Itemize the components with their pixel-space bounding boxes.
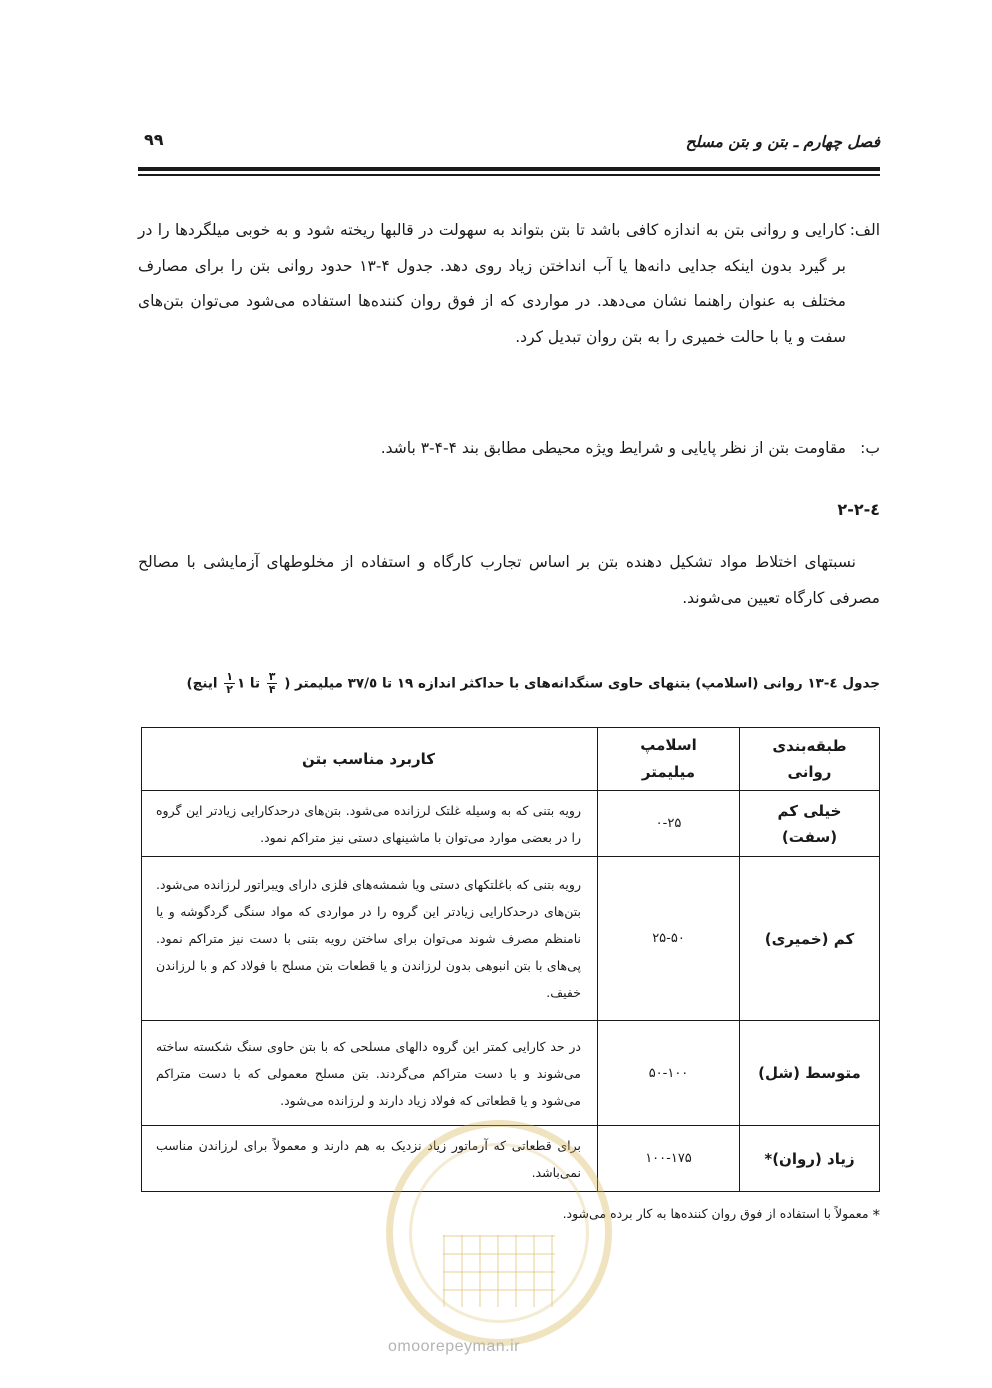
cell-class: متوسط (شل) xyxy=(740,1021,880,1126)
caption-fraction-three-quarters xyxy=(267,671,278,696)
watermark-url: omoorepeyman.ir xyxy=(388,1338,520,1355)
table-row xyxy=(142,1126,880,1192)
fraction-numerator: ١ xyxy=(226,670,233,683)
cell-class-line1: خیلی کم xyxy=(777,801,842,820)
section-paragraph: نسبتهای اختلاط مواد تشکیل دهنده بتن بر اساس تجارب کارگاه و استفاده از مخلوطهای آزمایشی با مصالح مصرفی کارگاه تعیین می‌شوند. xyxy=(138,553,880,607)
cell-slump: ۰-۲۵ xyxy=(598,791,740,857)
cell-class: زیاد (روان)* xyxy=(740,1126,880,1192)
cell-use: برای قطعاتی که آرماتور زیاد نزدیک به هم دارند و معمولاً برای لرزاندن مناسب نمی‌باشد. xyxy=(142,1126,598,1192)
header-slump xyxy=(598,728,740,791)
caption-main: جدول ٤-١٣ روانی (اسلامپ) بتنهای حاوی سنگدانه‌های با حداکثر اندازه ١٩ تا ٣٧/٥ میلیمتر ( xyxy=(284,675,880,692)
table-header-row xyxy=(142,728,880,791)
footnote-text: معمولاً با استفاده از فوق روان کننده‌ها به کار برده می‌شود. xyxy=(562,1206,869,1221)
cell-use: رویه بتنی که به وسیله غلتک لرزانده می‌شود. بتن‌های درحدکارایی زیادتر این گروه را در بعضی موارد می‌توان با ماشینهای دستی نیز متراکم نمود. xyxy=(142,791,598,857)
item-marker-be: ب: xyxy=(860,439,880,457)
table-row xyxy=(142,791,880,857)
fraction-denominator: ۴ xyxy=(268,683,276,696)
fraction-denominator: ٢ xyxy=(226,683,233,696)
caption-to: تا xyxy=(249,675,261,692)
header-class-line1: طبقه‌بندی xyxy=(772,737,847,755)
cell-class-line2: (سفت) xyxy=(781,827,838,846)
table-footnote xyxy=(563,1206,880,1224)
section-number: ٤-٢-٢ xyxy=(837,500,880,519)
fraction-numerator: ٣ xyxy=(268,670,276,683)
header-slump-line2: میلیمتر xyxy=(641,763,696,781)
header-rule-thick xyxy=(138,167,880,171)
cell-class xyxy=(740,791,880,857)
page-number: ۹۹ xyxy=(144,130,164,149)
item-marker-alef: الف: xyxy=(849,221,880,239)
header-slump-line1: اسلامپ xyxy=(640,736,697,754)
caption-unit: اینچ) xyxy=(186,675,218,692)
cell-slump: ۱۰۰-۱۷۵ xyxy=(598,1126,740,1192)
table-row xyxy=(142,857,880,1021)
table-row xyxy=(142,1021,880,1126)
item-paragraph-be: مقاومت بتن از نظر پایایی و شرایط ویژه محیطی مطابق بند ۴-۴-۳ باشد. xyxy=(380,439,846,457)
caption-whole: ١ xyxy=(236,675,246,692)
header-rule-thin xyxy=(138,174,880,176)
cell-use: رویه بتنی که باغلتکهای دستی ویا شمشه‌های فلزی دارای ویبراتور لرزانده می‌شود. بتن‌های درحدکارایی زیادتر این گروه را در مواردی که مواد سنگی گردگوشه و یا نامنظم مصرف شوند می‌توان برای ساختن رویه بتنی با دست نیز متراکم نمود. پی‌های با بتن انبوهی بدون لرزاندن و یا قطعات بتن مسلح با فولاد کم و با لرزاندن خفیف. xyxy=(142,857,598,1021)
cell-slump: ۲۵-۵۰ xyxy=(598,857,740,1021)
cell-slump: ۵۰-۱۰۰ xyxy=(598,1021,740,1126)
item-paragraph-alef: کارایی و روانی بتن به اندازه کافی باشد تا بتن بتواند به سهولت در قالبها ریخته شود و به خوبی میلگردها را در بر گیرد بدون اینکه جدایی دانه‌ها یا آب انداختن زیاد روی دهد. جدول ۴-۱۳ حدود روانی بتن را برای مصارف مختلف به عنوان راهنما نشان می‌دهد. در مواردی که از فوق روان کننده‌ها استفاده می‌شود می‌توان بتن‌های سفت و یا با حالت خمیری را به بتن روان تبدیل کرد. xyxy=(138,221,846,346)
cell-use: در حد کارایی کمتر این گروه دالهای مسلحی که با بتن حاوی سنگ شکسته ساخته می‌شوند و با دست متراکم می‌گردند. بتن مسلح معمولی که با دست متراکم می‌شود و یا قطعاتی که فولاد زیاد دارند و لرزانده می‌شود. xyxy=(142,1021,598,1126)
page-header xyxy=(138,128,880,162)
header-use: کاربرد مناسب بتن xyxy=(142,728,598,791)
chapter-title: فصل چهارم ـ بتن و بتن مسلح xyxy=(685,132,880,151)
table-caption xyxy=(138,671,880,696)
cell-class: کم (خمیری) xyxy=(740,857,880,1021)
header-class-line2: روانی xyxy=(787,763,832,781)
watermark-grid xyxy=(443,1235,555,1307)
slump-table xyxy=(141,727,880,1192)
caption-fraction-half xyxy=(224,671,235,696)
footnote-star: * xyxy=(872,1206,880,1224)
header-class xyxy=(740,728,880,791)
